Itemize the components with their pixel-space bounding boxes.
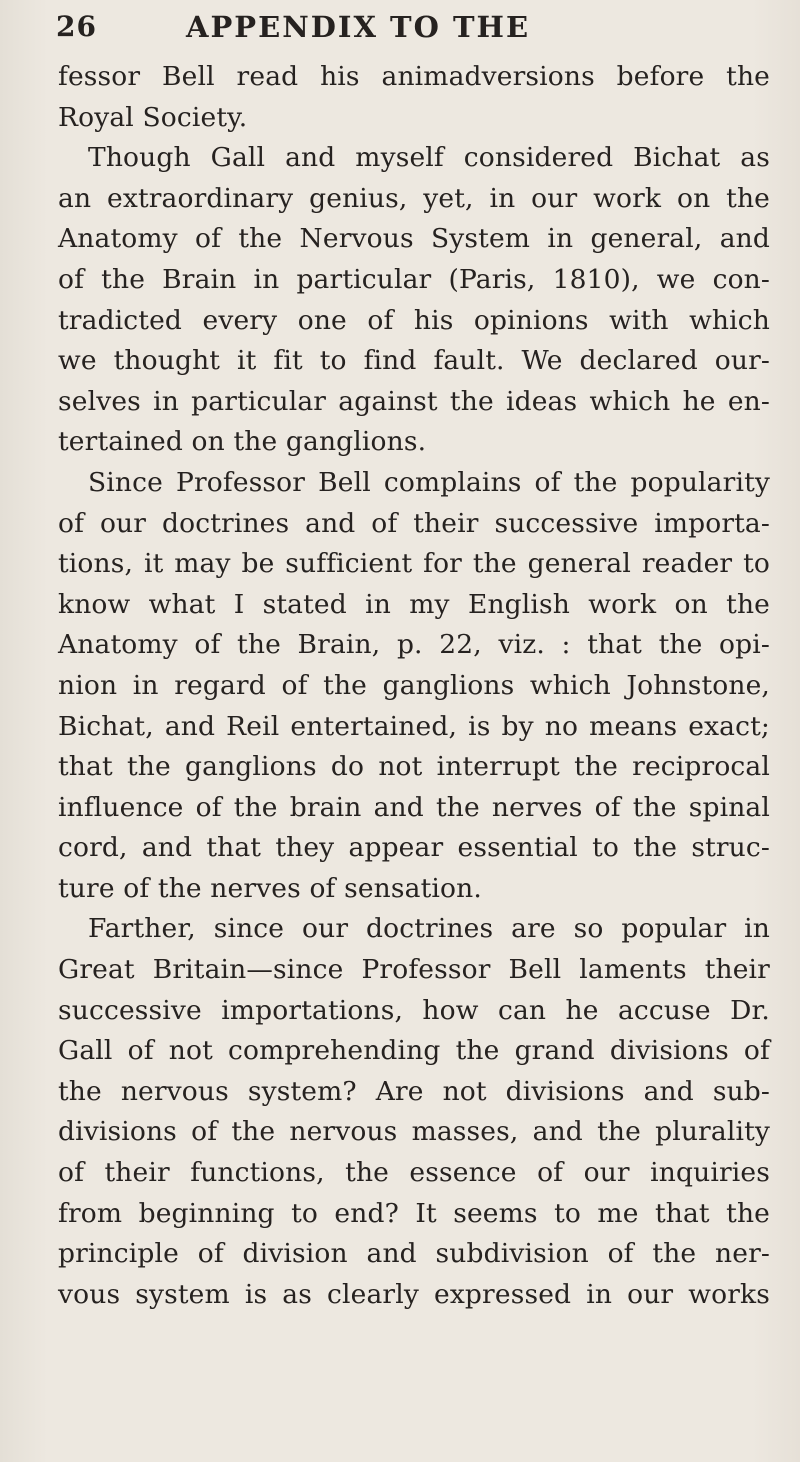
text-line: know what I stated in my English work on the bbox=[58, 588, 770, 620]
text-line: divisions of the nervous masses, and the plurality bbox=[58, 1116, 770, 1148]
text-line: from beginning to end? It seems to me that the bbox=[58, 1197, 770, 1229]
body-text bbox=[58, 57, 770, 1315]
text-line: Great Britain—since Professor Bell laments their bbox=[58, 954, 770, 986]
text-line: nion in regard of the ganglions which Johnstone, bbox=[58, 669, 770, 701]
text-line: Bichat, and Reil entertained, is by no means exact; bbox=[58, 710, 770, 742]
text-line: cord, and that they appear essential to the struc- bbox=[58, 832, 770, 864]
text-line: an extraordinary genius, yet, in our work on the bbox=[58, 182, 770, 214]
text-line: Though Gall and myself considered Bichat as bbox=[88, 142, 770, 174]
text-line: Royal Society. bbox=[58, 101, 248, 133]
text-line: vous system is as clearly expressed in our works bbox=[58, 1278, 770, 1310]
text-line: Gall of not comprehending the grand divisions of bbox=[58, 1035, 770, 1067]
text-line: that the ganglions do not interrupt the reciprocal bbox=[58, 751, 770, 783]
page-header bbox=[56, 10, 756, 46]
page-number: 26 bbox=[56, 10, 97, 43]
text-line: of the Brain in particular (Paris, 1810), we con- bbox=[58, 263, 770, 295]
text-line: selves in particular against the ideas which he en- bbox=[58, 385, 770, 417]
text-line: tions, it may be sufficient for the general reader to bbox=[58, 548, 770, 580]
text-line: Anatomy of the Brain, p. 22, viz. : that the opi- bbox=[58, 629, 770, 661]
running-head: APPENDIX TO THE bbox=[186, 10, 531, 44]
text-line: of their functions, the essence of our inquiries bbox=[58, 1157, 770, 1189]
text-line: Since Professor Bell complains of the popularity bbox=[88, 466, 770, 498]
text-line: successive importations, how can he accuse Dr. bbox=[58, 994, 770, 1026]
text-line: we thought it fit to find fault. We declared our- bbox=[58, 345, 770, 377]
text-line: fessor Bell read his animadversions before the bbox=[58, 61, 770, 92]
text-line: the nervous system? Are not divisions and sub- bbox=[58, 1075, 770, 1107]
text-line: ture of the nerves of sensation. bbox=[58, 872, 482, 904]
text-line: tertained on the ganglions. bbox=[58, 426, 427, 458]
text-line: Anatomy of the Nervous System in general, and bbox=[58, 223, 770, 255]
text-line: influence of the brain and the nerves of the spinal bbox=[58, 791, 770, 823]
text-line: of our doctrines and of their successive importa- bbox=[58, 507, 770, 539]
text-line: Farther, since our doctrines are so popular in bbox=[88, 913, 770, 945]
text-line: principle of division and subdivision of the ner- bbox=[58, 1238, 770, 1270]
text-line: tradicted every one of his opinions with which bbox=[58, 304, 770, 336]
